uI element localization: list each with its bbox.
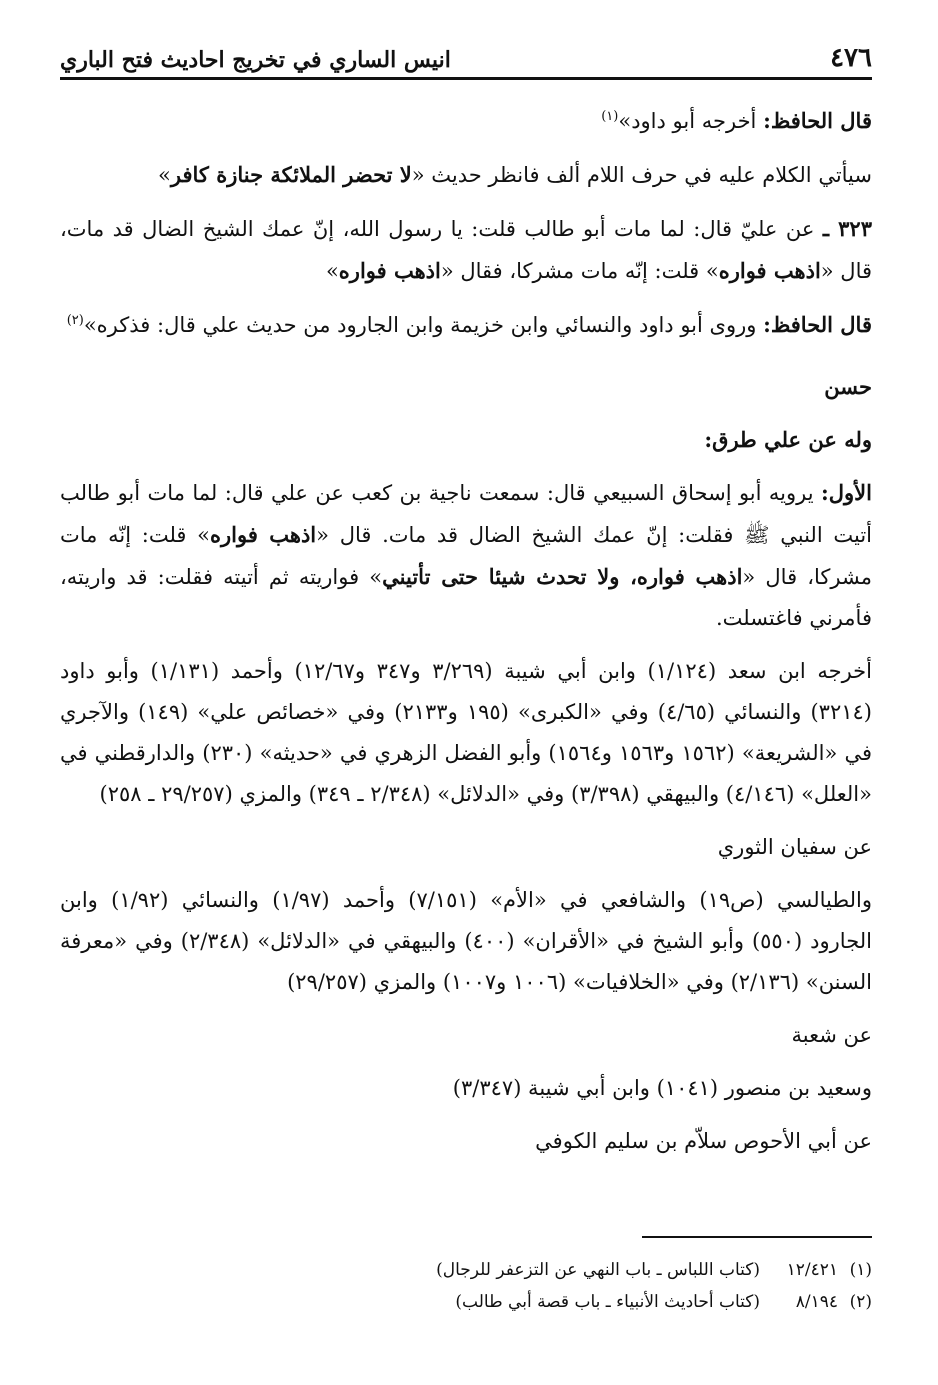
main-text xyxy=(60,100,872,1174)
paragraph-text: وروى أبو داود والنسائي وابن خزيمة وابن الجارود من حديث علي قال: فذكره» xyxy=(83,313,764,337)
paragraph-text: » xyxy=(158,163,171,187)
route-text: » قلت: إنّه مات مشركا، قال « xyxy=(60,523,872,589)
hadith-quote: اذهب فواره xyxy=(718,258,821,283)
paragraph-hafiz-2 xyxy=(60,304,872,346)
footnote-text: (كتاب أحاديث الأنبياء ـ باب قصة أبي طالب) xyxy=(455,1292,760,1312)
footnote-number: (١) xyxy=(849,1260,872,1280)
paragraph-takhrij-3: وسعيد بن منصور (١٠٤١) وابن أبي شيبة (٣/٣٤٧) xyxy=(452,1076,872,1100)
footnote-2 xyxy=(60,1286,872,1318)
hadith-text: » قلت: إنّه مات مشركا، فقال « xyxy=(440,259,719,283)
route-quote: اذهب فواره، ولا تحدث شيئا حتى تأتيني xyxy=(382,564,743,589)
hadith-number: ٣٢٣ ـ xyxy=(822,216,872,241)
footnote-ref[interactable]: (٢) xyxy=(66,313,84,328)
paragraph-cross-ref xyxy=(60,154,872,196)
hadith-323 xyxy=(60,208,872,292)
footnote-text: (كتاب اللباس ـ باب النهي عن التزعفر للرجال) xyxy=(436,1260,760,1280)
footnotes xyxy=(60,1236,872,1318)
page xyxy=(60,0,872,1385)
hafiz-label: قال الحافظ: xyxy=(763,108,872,133)
footnote-number: (٢) xyxy=(849,1292,872,1312)
route-text: » فواريته ثم أتيته فقلت: قد واريته، فأمرني فاغتسلت. xyxy=(60,565,872,630)
running-title: انيس الساري في تخريج احاديث فتح الباري xyxy=(60,47,451,73)
narrator-abu-al-ahwas: عن أبي الأحوص سلاّم بن سليم الكوفي xyxy=(535,1129,872,1153)
hadith-quote: اذهب فواره xyxy=(338,258,441,283)
route-quote: اذهب فواره xyxy=(210,522,317,547)
route-text: يرويه أبو إسحاق السبيعي قال: سمعت ناجية بن كعب عن علي قال: لما مات أبو طالب أتيت النبي ﷺ فقلت: إنّ عمك الشيخ الضال قد مات. قال « xyxy=(60,481,872,547)
paragraph-hafiz-1 xyxy=(60,100,872,142)
hafiz-label: قال الحافظ: xyxy=(763,312,872,337)
footnote-ref[interactable]: (١) xyxy=(601,109,619,124)
hadith-text: » xyxy=(325,259,339,283)
footnote-1 xyxy=(60,1254,872,1286)
narrator-sufyan: عن سفيان الثوري xyxy=(717,835,872,859)
grading: حسن xyxy=(824,374,872,399)
hadith-text: عن عليّ قال: لما مات أبو طالب قلت: يا رسول الله، إنّ عمك الشيخ الضال قد مات، قال « xyxy=(60,217,872,283)
page-header xyxy=(60,40,872,80)
paragraph-takhrij-1: أخرجه ابن سعد (١/١٢٤) وابن أبي شيبة (٣/٢٦٩ و٣٤٧ و١٢/٦٧) وأحمد (١/١٣١) وأبو داود (٣٢١٤) والنسائي (٤/٦٥) وفي «الكبرى» (١٩٥ و٢١٣٣) وفي «خصائص علي» (١٤٩) والآجري في «الشريعة» (١٥٦٢ و١٥٦٣ و١٥٦٤) وأبو الفضل الزهري في «حديثه» (٢٣٠) والدارقطني في «العلل» (٤/١٤٦) والبيهقي (٣/٣٩٨) وفي «الدلائل» (٢/٣٤٨ ـ ٣٤٩) والمزي (٢٩/٢٥٧ ـ ٢٥٨) xyxy=(60,659,872,806)
paragraph-text: سيأتي الكلام عليه في حرف اللام ألف فانظر حديث « xyxy=(411,163,872,187)
section-heading: وله عن علي طرق: xyxy=(704,427,872,452)
footnote-reference: ٨/١٩٤ xyxy=(795,1292,838,1312)
footnote-divider xyxy=(642,1236,872,1238)
page-number: ٤٧٦ xyxy=(830,43,872,73)
route-label: الأول: xyxy=(821,480,872,505)
paragraph-first-route xyxy=(60,472,872,639)
paragraph-text: أخرجه أبو داود» xyxy=(618,109,764,133)
paragraph-takhrij-2: والطيالسي (ص١٩) والشافعي في «الأم» (٧/١٥١) وأحمد (١/٩٧) والنسائي (١/٩٢) وابن الجارود (٥٥٠) وأبو الشيخ في «الأقران» (٤٠٠) والبيهقي في «الدلائل» (٢/٣٤٨) وفي «معرفة السنن» (٢/١٣٦) وفي «الخلافيات» (١٠٠٦ و١٠٠٧) والمزي (٢٩/٢٥٧) xyxy=(60,888,872,994)
hadith-title: لا تحضر الملائكة جنازة كافر xyxy=(170,162,412,187)
footnote-reference: ١٢/٤٢١ xyxy=(786,1260,838,1280)
narrator-shuba: عن شعبة xyxy=(791,1023,872,1047)
